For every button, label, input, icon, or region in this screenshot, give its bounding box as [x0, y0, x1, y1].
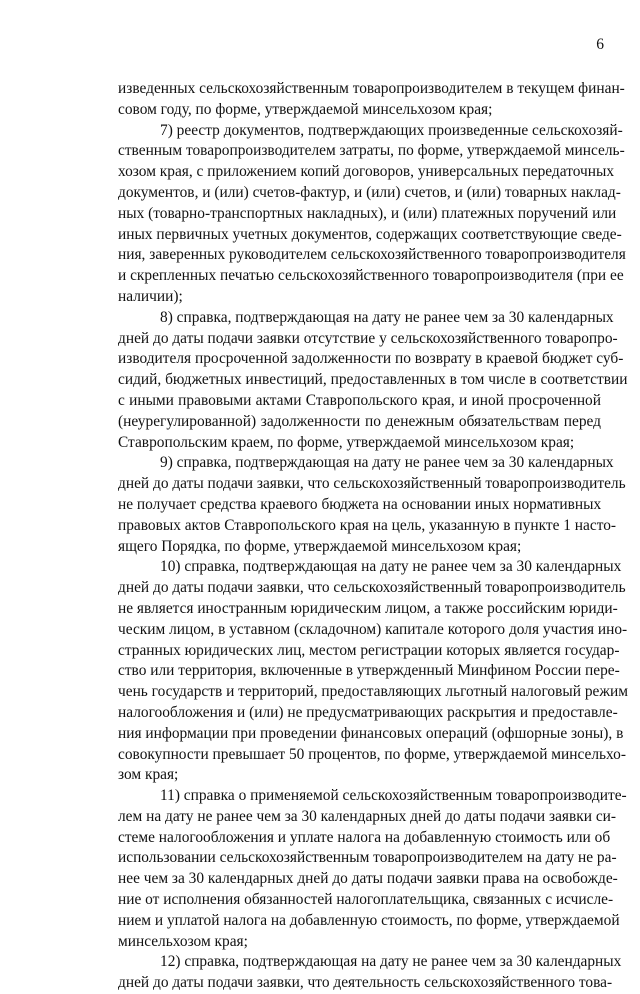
text-line: ящего Порядка, по форме, утверждаемой минсельхозом края; — [118, 537, 522, 555]
paragraph-p8 — [118, 308, 628, 454]
text-line: нее чем за 30 календарных дней до даты подачи заявки права на освобожде- — [118, 870, 618, 888]
text-line: 10) справка, подтверждающая на дату не ранее чем за 30 календарных — [160, 558, 622, 576]
text-line: использовании сельскохозяйственным товаропроизводителем на дату не ра- — [118, 849, 617, 867]
text-line: не получает средства краевого бюджета на основании иных нормативных — [118, 495, 602, 513]
text-line: изводителя просроченной задолженности по возврату в краевой бюджет суб- — [118, 350, 624, 368]
text-line: ческим лицом, в уставном (складочном) капитале которого доля участия ино- — [118, 620, 628, 638]
text-line: изведенных сельскохозяйственным товаропроизводителем в текущем финан- — [118, 80, 625, 97]
paragraph-p7 — [118, 121, 626, 308]
document-body — [118, 79, 628, 994]
text-line: документов, и (или) счетов-фактур, и (или) счетов, и (или) товарных наклад- — [118, 183, 621, 201]
text-line: и скрепленных печатью сельскохозяйственного товаропроизводителя (при ее — [118, 267, 624, 285]
paragraph-p6-cont — [118, 79, 625, 121]
text-line: ния информации при проведении финансовых операций (офшорные зоны), в — [118, 724, 624, 742]
paragraph-p10 — [118, 557, 628, 786]
text-line: совом году, по форме, утверждаемой минсельхозом края; — [118, 100, 493, 118]
text-line: стеме налогообложения и уплате налога на добавленную стоимость или об — [118, 828, 611, 846]
text-line: хозом края, с приложением копий договоров, универсальных передаточных — [118, 163, 615, 181]
text-line: не является иностранным юридическим лицом, а также российским юриди- — [118, 599, 618, 617]
text-line: Ставропольским краем, по форме, утверждаемой минсельхозом края; — [118, 433, 575, 451]
text-line: дней до даты подачи заявки отсутствие у сельскохозяйственного товаропро- — [118, 329, 618, 347]
text-line: (неурегулированной) задолженности по денежным обязательствам перед — [118, 412, 601, 430]
text-line: дней до даты подачи заявки, что сельскохозяйственный товаропроизводитель — [118, 579, 626, 597]
paragraph-p12 — [118, 952, 622, 994]
text-line: ние от исполнения обязанностей налогоплательщика, связанных с исчисле- — [118, 891, 614, 909]
text-line: 9) справка, подтверждающая на дату не ранее чем за 30 календарных — [160, 454, 614, 472]
text-line: правовых актов Ставропольского края на цель, указанную в пункте 1 насто- — [118, 516, 617, 534]
text-line: ство или территория, включенные в утвержденный Минфином России пере- — [118, 662, 620, 680]
text-line: странных юридических лиц, местом регистрации которых является государ- — [118, 641, 620, 659]
text-line: сидий, бюджетных инвестиций, предоставленных в том числе в соответствии — [118, 371, 628, 389]
text-line: 8) справка, подтверждающая на дату не ранее чем за 30 календарных — [160, 308, 614, 326]
text-line: чень государств и территорий, предоставляющих льготный налоговый режим — [118, 683, 628, 701]
text-line: нием и уплатой налога на добавленную стоимость, по форме, утверждаемой — [118, 911, 620, 929]
text-line: 12) справка, подтверждающая на дату не ранее чем за 30 календарных — [160, 953, 622, 971]
text-line: ственным товаропроизводителем затраты, по форме, утверждаемой минсель- — [118, 142, 625, 160]
text-line: с иными правовыми актами Ставропольского края, и иной просроченной — [118, 391, 601, 409]
text-line: ния, заверенных руководителем сельскохозяйственного товаропроизводителя — [118, 246, 626, 264]
paragraph-p11 — [118, 786, 627, 952]
paragraph-p9 — [118, 453, 626, 557]
text-line: ных (товарно-транспортных накладных), и (или) платежных поручений или — [118, 204, 617, 222]
text-line: иных первичных учетных документов, содержащих соответствующие сведе- — [118, 225, 622, 243]
text-line: наличии); — [118, 287, 183, 305]
text-line: дней до даты подачи заявки, что сельскохозяйственный товаропроизводитель — [118, 475, 626, 493]
text-line: совокупности превышает 50 процентов, по форме, утверждаемой минсельхо- — [118, 745, 626, 763]
text-line: дней до даты подачи заявки, что деятельность сельскохозяйственного това- — [118, 974, 613, 992]
text-line: минсельхозом края; — [118, 932, 248, 950]
page-number: 6 — [596, 36, 604, 53]
text-line: 11) справка о применяемой сельскохозяйственным товаропроизводите- — [160, 787, 627, 805]
text-line: зом края; — [118, 766, 179, 784]
text-line: лем на дату не ранее чем за 30 календарных дней до даты подачи заявки си- — [118, 807, 617, 825]
text-line: налогообложения и (или) не предусматривающих раскрытия и предоставле- — [118, 703, 618, 721]
text-line: 7) реестр документов, подтверждающих произведенные сельскохозяй- — [160, 121, 623, 139]
